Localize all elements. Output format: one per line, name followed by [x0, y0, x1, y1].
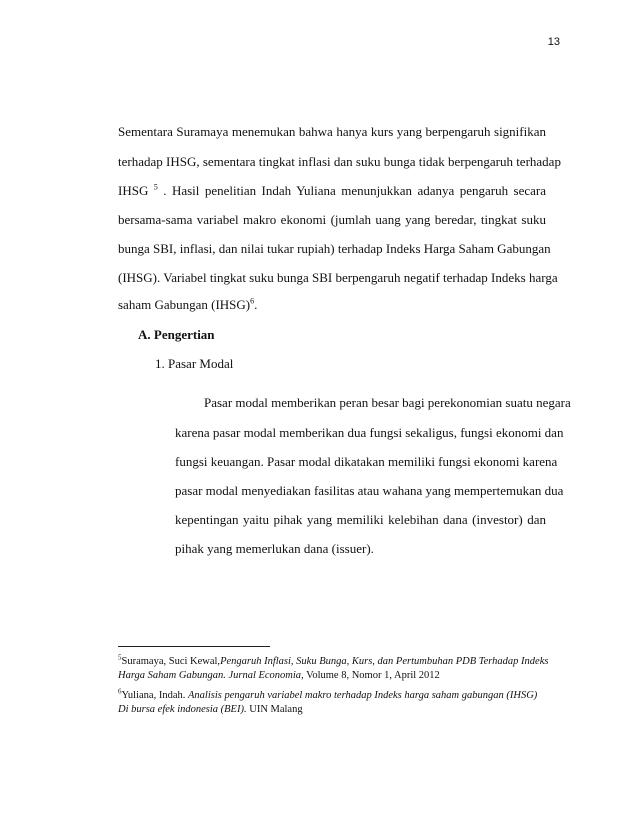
footnote-title: Pengaruh Inflasi, Suku Bunga, Kurs, dan Pertumbuhan PDB Terhadap Indeks — [220, 656, 549, 667]
footnote-5-cont — [118, 669, 548, 683]
footnote-6-cont — [118, 703, 548, 717]
paragraph-line: bunga SBI, inflasi, dan nilai tukar rupiah) terhadap Indeks Harga Saham Gabungan — [118, 241, 551, 256]
footnote-rest: , Volume 8, Nomor 1, April 2012 — [301, 670, 440, 681]
footnote-separator — [118, 646, 270, 647]
paragraph-line — [118, 183, 546, 199]
paragraph-line: terhadap IHSG, sementara tingkat inflasi dan suku bunga tidak berpengaruh terhadap — [118, 154, 561, 169]
footnote-mark: 5 — [118, 653, 122, 662]
footnote-6 — [118, 689, 548, 703]
paragraph-text: IHSG — [118, 183, 149, 198]
footnote-ref: 5 — [153, 182, 158, 192]
paragraph-text: saham Gabungan (IHSG) — [118, 297, 251, 312]
paragraph-line: fungsi keuangan. Pasar modal dikatakan memiliki fungsi ekonomi karena — [175, 454, 558, 469]
paragraph-line: pihak yang memerlukan dana (issuer). — [175, 541, 374, 556]
footnote-rest: UIN Malang — [246, 704, 303, 715]
paragraph-line: Sementara Suramaya menemukan bahwa hanya kurs yang berpengaruh signifikan — [118, 124, 546, 139]
section-heading: A. Pengertian — [138, 327, 215, 342]
footnote-title: Analisis pengaruh variabel makro terhadap Indeks harga saham gabungan (IHSG) — [187, 690, 538, 701]
paragraph-line: kepentingan yaitu pihak yang memiliki kelebihan dana (investor) dan — [175, 512, 546, 527]
page-number: 13 — [547, 36, 560, 48]
footnote-ref: 6 — [250, 296, 255, 306]
paragraph-line — [118, 297, 546, 313]
footnote-author: Suramaya, Suci Kewal, — [121, 656, 221, 667]
paragraph-line: Pasar modal memberikan peran besar bagi perekonomian suatu negara — [204, 395, 571, 410]
footnote-author: Yuliana, Indah. — [121, 690, 188, 701]
footnote-5 — [118, 655, 548, 669]
paragraph-line: bersama-sama variabel makro ekonomi (jumlah uang yang beredar, tingkat suku — [118, 212, 546, 227]
paragraph-line: pasar modal menyediakan fasilitas atau wahana yang mempertemukan dua — [175, 483, 564, 498]
paragraph-line: (IHSG). Variabel tingkat suku bunga SBI berpengaruh negatif terhadap Indeks harga — [118, 270, 558, 285]
subsection-heading: 1. Pasar Modal — [155, 356, 234, 371]
footnote-mark: 6 — [118, 687, 122, 696]
footnote-title: Harga Saham Gabungan. Jurnal Economia — [118, 670, 302, 681]
paragraph-text: . — [254, 297, 258, 312]
paragraph-text: . Hasil penelitian Indah Yuliana menunjukkan adanya pengaruh secara — [163, 183, 547, 198]
paragraph-line: karena pasar modal memberikan dua fungsi sekaligus, fungsi ekonomi dan — [175, 425, 564, 440]
footnote-title: Di bursa efek indonesia (BEI). — [118, 704, 247, 715]
